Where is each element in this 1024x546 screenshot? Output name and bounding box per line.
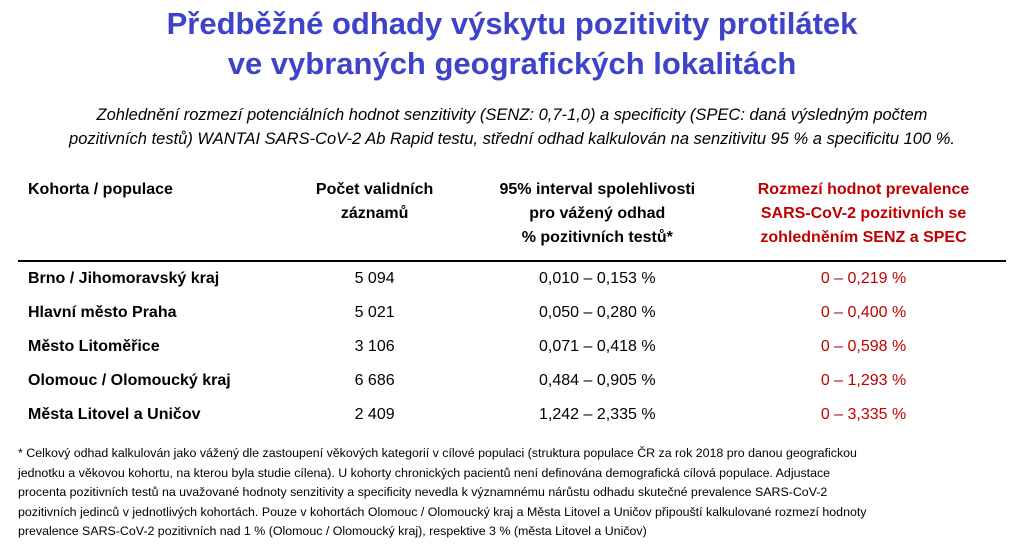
footnote bbox=[18, 444, 1008, 542]
count-cell: 5 094 bbox=[354, 270, 395, 287]
cohort-cell: Hlavní město Praha bbox=[28, 304, 177, 321]
range-cell: 0 – 0,400 % bbox=[820, 304, 907, 321]
title-line-2: ve vybraných geografických lokalitách bbox=[227, 46, 797, 81]
footnote-line: prevalence SARS-CoV-2 pozitivních nad 1 % (Olomouc / Olomoucký kraj), respektive 3 % (města Litovel a Uničov) bbox=[18, 524, 647, 538]
cohort-cell: Brno / Jihomoravský kraj bbox=[28, 270, 220, 287]
footnote-line: pozitivních jedinců v jednotlivých kohortách. Pouze v kohortách Olomouc / Olomoucký kraj a Města Litovel a Uničov připouští kalkulované rozmezí hodnoty bbox=[18, 504, 867, 519]
ci-cell: 0,050 – 0,280 % bbox=[539, 304, 656, 321]
table-row bbox=[18, 261, 1006, 296]
count-cell: 6 686 bbox=[354, 372, 395, 389]
cohort-cell: Město Litoměřice bbox=[28, 338, 160, 355]
footnote-line: procenta pozitivních testů na uvažované hodnoty senzitivity a specificity nevedla k významnému nárůstu odhadu skutečné prevalence SARS-CoV-2 bbox=[18, 485, 828, 499]
subtitle bbox=[20, 103, 1004, 151]
count-cell: 5 021 bbox=[354, 304, 395, 321]
footnote-line: * Celkový odhad kalkulován jako vážený dle zastoupení věkových kategorií v cílové populaci (struktura populace ČR za rok 2018 pro danou geografickou bbox=[18, 446, 857, 460]
range-cell: 0 – 0,598 % bbox=[820, 338, 907, 355]
footnote-line: jednotku a věkovou kohortu, na kterou byla studie cílena). U kohorty chronických pacientů není definována demografická cílová populace. Adjustace bbox=[18, 465, 831, 480]
header-prevalence-range: Rozmezí hodnot prevalence SARS-CoV-2 pozitivních se zohledněním SENZ a SPEC bbox=[757, 181, 970, 246]
results-table bbox=[18, 172, 1006, 432]
table-row bbox=[18, 364, 1006, 398]
table-row bbox=[18, 398, 1006, 432]
subtitle-line-2: pozitivních testů) WANTAI SARS-CoV-2 Ab Rapid testu, střední odhad kalkulován na senzitivitu 95 % a specificitu 100 %. bbox=[69, 130, 955, 148]
cohort-cell: Olomouc / Olomoucký kraj bbox=[28, 372, 231, 389]
range-cell: 0 – 0,219 % bbox=[820, 270, 907, 287]
header-cohort: Kohorta / populace bbox=[28, 181, 173, 198]
table-header-row bbox=[18, 172, 1006, 261]
table-row bbox=[18, 296, 1006, 330]
range-cell: 0 – 3,335 % bbox=[820, 406, 907, 423]
title-line-1: Předběžné odhady výskytu pozitivity protilátek bbox=[166, 6, 858, 41]
ci-cell: 1,242 – 2,335 % bbox=[539, 406, 656, 423]
ci-cell: 0,071 – 0,418 % bbox=[539, 338, 656, 355]
table-row bbox=[18, 330, 1006, 364]
range-cell: 0 – 1,293 % bbox=[820, 372, 907, 389]
page-title bbox=[0, 4, 1024, 84]
header-count: Počet validních záznamů bbox=[315, 181, 434, 222]
count-cell: 2 409 bbox=[354, 406, 395, 423]
cohort-cell: Města Litovel a Uničov bbox=[28, 406, 201, 423]
subtitle-line-1: Zohlednění rozmezí potenciálních hodnot senzitivity (SENZ: 0,7-1,0) a specificity (SPEC: daná výsledným počtem bbox=[96, 106, 928, 124]
count-cell: 3 106 bbox=[354, 338, 395, 355]
ci-cell: 0,484 – 0,905 % bbox=[539, 372, 656, 389]
header-confidence-interval: 95% interval spolehlivosti pro vážený odhad % pozitivních testů* bbox=[499, 181, 696, 246]
ci-cell: 0,010 – 0,153 % bbox=[539, 270, 656, 287]
